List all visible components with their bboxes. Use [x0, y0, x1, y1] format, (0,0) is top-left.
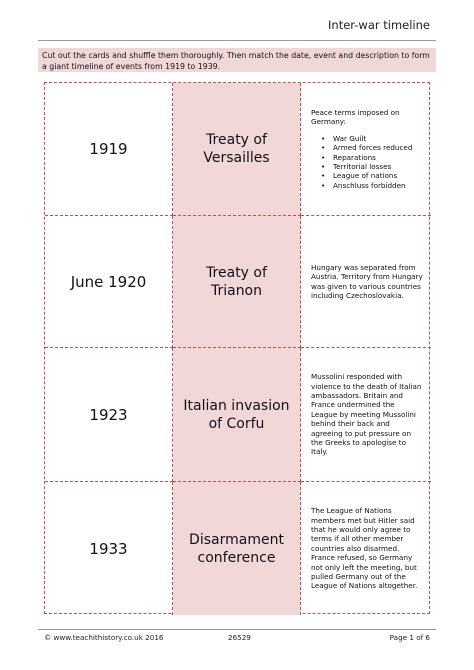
date-card [45, 216, 173, 348]
date-card [45, 348, 173, 482]
header-divider [38, 40, 436, 41]
description-text: Hungary was separated from Austria. Territory from Hungary was given to various countries including Czechoslovakia. [311, 262, 423, 300]
instructions-box: Cut out the cards and shuffle them thoroughly. Then match the date, event and description to form a giant timeline of events from 1919 to 1939. [38, 48, 436, 72]
event-label: Treaty of Trianon [206, 264, 267, 299]
event-card [173, 348, 301, 482]
date-label: 1933 [89, 539, 128, 558]
footer-copyright: © www.teachithistory.co.uk 2016 [44, 633, 164, 642]
list-item: • Anschluss forbidden [321, 181, 423, 190]
page-title: Inter-war timeline [328, 18, 430, 32]
list-item: • Armed forces reduced [321, 143, 423, 152]
date-card [45, 482, 173, 615]
event-card [173, 482, 301, 615]
peace-terms-list [311, 134, 423, 190]
description-card [301, 482, 431, 615]
event-label: Treaty of Versailles [203, 132, 270, 166]
event-card [173, 216, 301, 348]
description-card [301, 348, 431, 482]
event-label: Italian invasion of Corfu [183, 397, 290, 432]
footer-code: 26529 [228, 633, 251, 642]
date-label: June 1920 [70, 272, 147, 291]
footer-divider [38, 629, 436, 630]
event-label: Disarmament conference [189, 531, 284, 566]
event-card [173, 83, 301, 216]
list-item: • Reparations [321, 153, 423, 162]
description-text: The League of Nations members met but Hitler said that he would only agree to terms if all other member countries also disarmed. France refused, so Germany not only left the meeting, but pulled Germany out of the League of Nations altogether. [311, 506, 418, 591]
timeline-card-grid [44, 82, 430, 614]
description-card [301, 216, 431, 348]
description-text: Mussolini responded with violence to the death of Italian ambassadors. Britain and France undermined the League by meeting Mussolini behind their back and agreeing to put pressure on the Greeks to apologise to Italy. [311, 372, 422, 457]
date-label: 1919 [89, 140, 128, 158]
description-text: Peace terms imposed on Germany: • War Guilt • Armed forces reduced • Reparations • Territorial losses • League of nations • Anschluss forbidden [301, 108, 431, 190]
description-card [301, 83, 431, 216]
list-item: • War Guilt [321, 134, 423, 143]
date-card [45, 83, 173, 216]
date-label: 1923 [89, 405, 128, 424]
footer-page-number: Page 1 of 6 [389, 633, 430, 642]
list-item: • Territorial losses [321, 162, 423, 171]
list-item: • League of nations [321, 171, 423, 180]
